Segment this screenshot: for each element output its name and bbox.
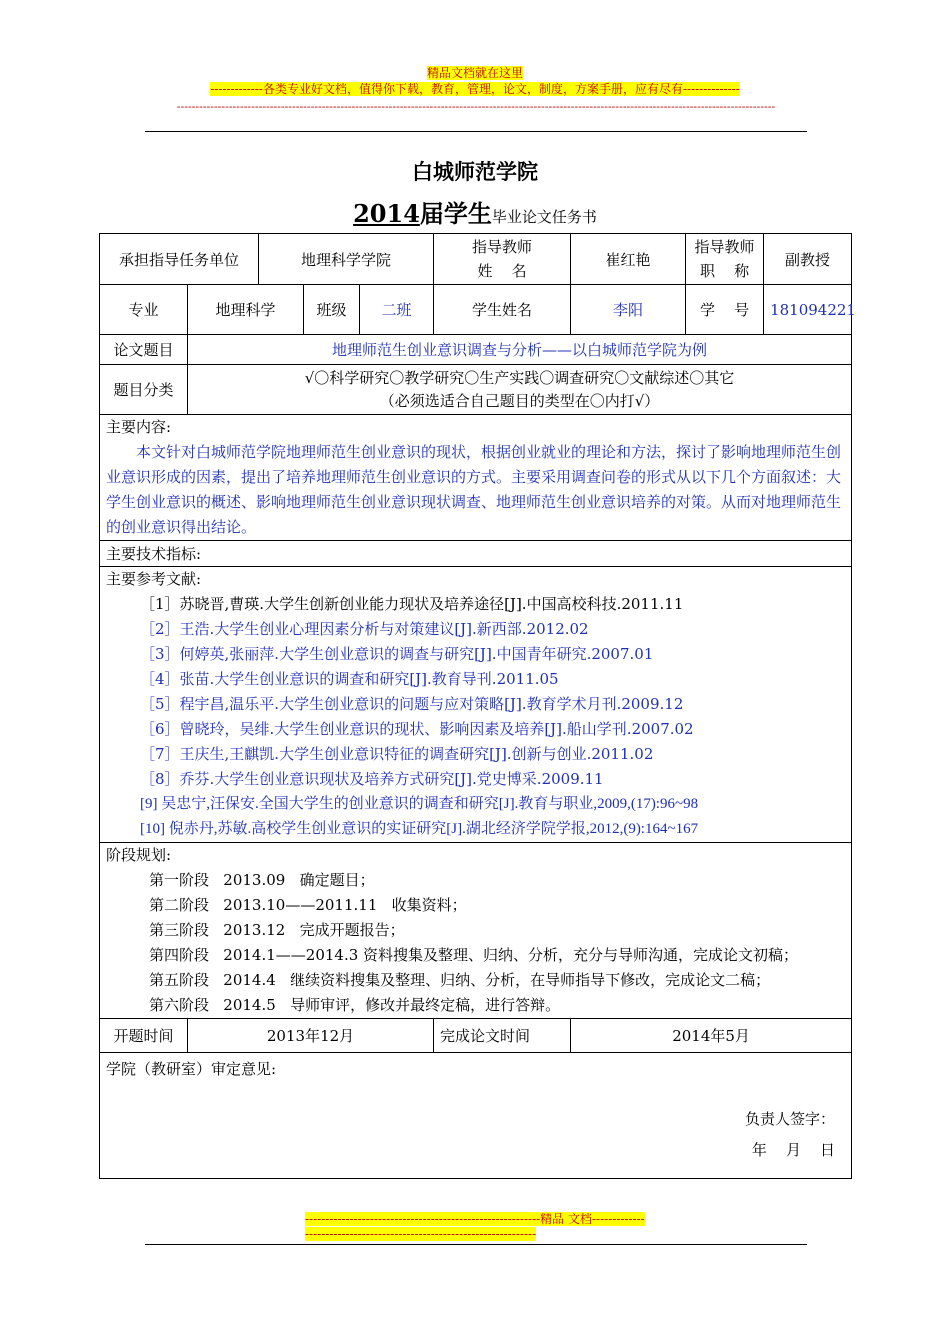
- row-review: [100, 1053, 852, 1179]
- cohort: 届学生: [419, 199, 492, 228]
- advisor-title-label: 指导教师 职 称: [686, 234, 764, 285]
- review-date: 年 月 日: [751, 1141, 836, 1159]
- tech-label: 主要技术指标:: [100, 541, 852, 567]
- header-watermark-line3: -----------------------------------------------------------------------------------------------------------------------------------------------------------------: [176, 100, 776, 113]
- ref-item: ［1］苏晓晋,曹瑛.大学生创新创业能力现状及培养途径[J].中国高校科技.2011.11: [140, 595, 684, 613]
- content-label: 主要内容:: [106, 418, 172, 436]
- id-value: 181094221: [764, 285, 852, 335]
- class-label: 班级: [304, 285, 360, 335]
- row-content: [100, 415, 852, 541]
- unit-value: 地理科学学院: [259, 234, 434, 285]
- plan-item: 第二阶段 2013.10——2011.11 收集资料；: [149, 896, 467, 914]
- ref-item: ［7］王庆生,王麒凯.大学生创业意识特征的调查研究[J].创新与创业.2011.02: [140, 745, 654, 763]
- footer-watermark: ----------------------------------------------------------精品 文档----------------------------------------------------------------------: [305, 1212, 645, 1241]
- stage-plan: [100, 843, 852, 1019]
- ref-item: ［4］张苗.大学生创业意识的调查和研究[J].教育导刊.2011.05: [140, 670, 559, 688]
- ref-item: ［2］王浩.大学生创业心理因素分析与对策建议[J].新西部.2012.02: [140, 620, 589, 638]
- footer-rule: [145, 1244, 807, 1245]
- ref-item: [9] 吴忠宁,汪保安.全国大学生的创业意识的调查和研究[J].教育与职业,2009,(17):96~98: [140, 796, 699, 812]
- plan-item: 第五阶段 2014.4 继续资料搜集及整理、归纳、分析，在导师指导下修改，完成论文二稿；: [149, 971, 771, 989]
- ref-item: ［3］何婷英,张丽萍.大学生创业意识的调查与研究[J].中国青年研究.2007.01: [140, 645, 654, 663]
- review-label: 学院（教研室）审定意见:: [106, 1060, 277, 1078]
- advisor-name: 崔红艳: [571, 234, 686, 285]
- header-watermark-line1: 精品文档就在这里: [426, 66, 523, 80]
- row-refs: [100, 567, 852, 843]
- year: 2014: [353, 199, 420, 228]
- main-content: [100, 415, 852, 541]
- topic-value: 地理师范生创业意识调查与分析——以白城师范学院为例: [188, 335, 852, 365]
- review-section: [100, 1053, 852, 1179]
- plan-item: 第三阶段 2013.12 完成开题报告；: [149, 921, 405, 939]
- row-student: [100, 285, 852, 335]
- advisor-name-label: 指导教师 姓 名: [434, 234, 571, 285]
- student-value: 李阳: [571, 285, 686, 335]
- advisor-title: 副教授: [764, 234, 852, 285]
- id-label: 学 号: [686, 285, 764, 335]
- start-value: 2013年12月: [188, 1019, 434, 1053]
- student-label: 学生姓名: [434, 285, 571, 335]
- class-value: 二班: [360, 285, 434, 335]
- row-dates: [100, 1019, 852, 1053]
- major-value: 地理科学: [188, 285, 304, 335]
- row-unit: [100, 234, 852, 285]
- topic-label: 论文题目: [100, 335, 188, 365]
- plan-item: 第四阶段 2014.1——2014.3 资料搜集及整理、归纳、分析，充分与导师沟通，完成论文初稿；: [149, 946, 799, 964]
- plan-item: 第一阶段 2013.09 确定题目；: [149, 871, 375, 889]
- plan-item: 第六阶段 2014.5 导师审评，修改并最终定稿，进行答辩。: [149, 996, 561, 1014]
- ref-item: [10] 倪赤丹,苏敏.高校学生创业意识的实证研究[J].湖北经济学院学报,2012,(9):164~167: [140, 821, 699, 837]
- ref-item: ［8］乔芬.大学生创业意识现状及培养方式研究[J].党史博采.2009.11: [140, 770, 604, 788]
- doc-type: 毕业论文任务书: [491, 208, 597, 226]
- major-label: 专业: [100, 285, 188, 335]
- ref-item: ［5］程宇昌,温乐平.大学生创业意识的问题与应对策略[J].教育学术月刊.2009.12: [140, 695, 684, 713]
- refs-label: 主要参考文献:: [106, 570, 202, 588]
- school-title: 白城师范学院: [412, 159, 538, 184]
- row-plan: [100, 843, 852, 1019]
- content-text: 本文针对白城师范学院地理师范生创业意识的现状，根据创业就业的理论和方法，探讨了影响地理师范生创业意识形成的因素，提出了培养地理师范生创业意识的方式。主要采用调查问卷的形式从以下几个方面叙述：大学生创业意识的概述、影响地理师范生创业意识现状调查、地理师范生创业意识培养的对策。从而对地理师范生的创业意识得出结论。: [106, 443, 842, 536]
- header-watermark-line2: -------------各类专业好文档，值得你下载，教育，管理，论文，制度，方案手册，应有尽有--------------: [210, 82, 740, 96]
- plan-label: 阶段规划:: [106, 846, 172, 864]
- unit-label: 承担指导任务单位: [100, 234, 259, 285]
- end-label: 完成论文时间: [434, 1019, 571, 1053]
- category-label: 题目分类: [100, 365, 188, 415]
- ref-item: ［6］曾晓玲，吴绯.大学生创业意识的现状、影响因素及培养[J].船山学刊.2007.02: [140, 720, 694, 738]
- references: [100, 567, 852, 843]
- task-form-table: [99, 233, 856, 1179]
- row-tech: [100, 541, 852, 567]
- row-topic: [100, 335, 852, 365]
- signer-label: 负责人签字：: [745, 1110, 836, 1128]
- end-value: 2014年5月: [571, 1019, 852, 1053]
- header-rule: [145, 131, 807, 132]
- start-label: 开题时间: [100, 1019, 188, 1053]
- document-title: [0, 194, 950, 229]
- category-options: √〇科学研究〇教学研究〇生产实践〇调查研究〇文献综述〇其它 （必须选适合自己题目的类型在〇内打√）: [188, 365, 852, 415]
- row-category: [100, 365, 852, 415]
